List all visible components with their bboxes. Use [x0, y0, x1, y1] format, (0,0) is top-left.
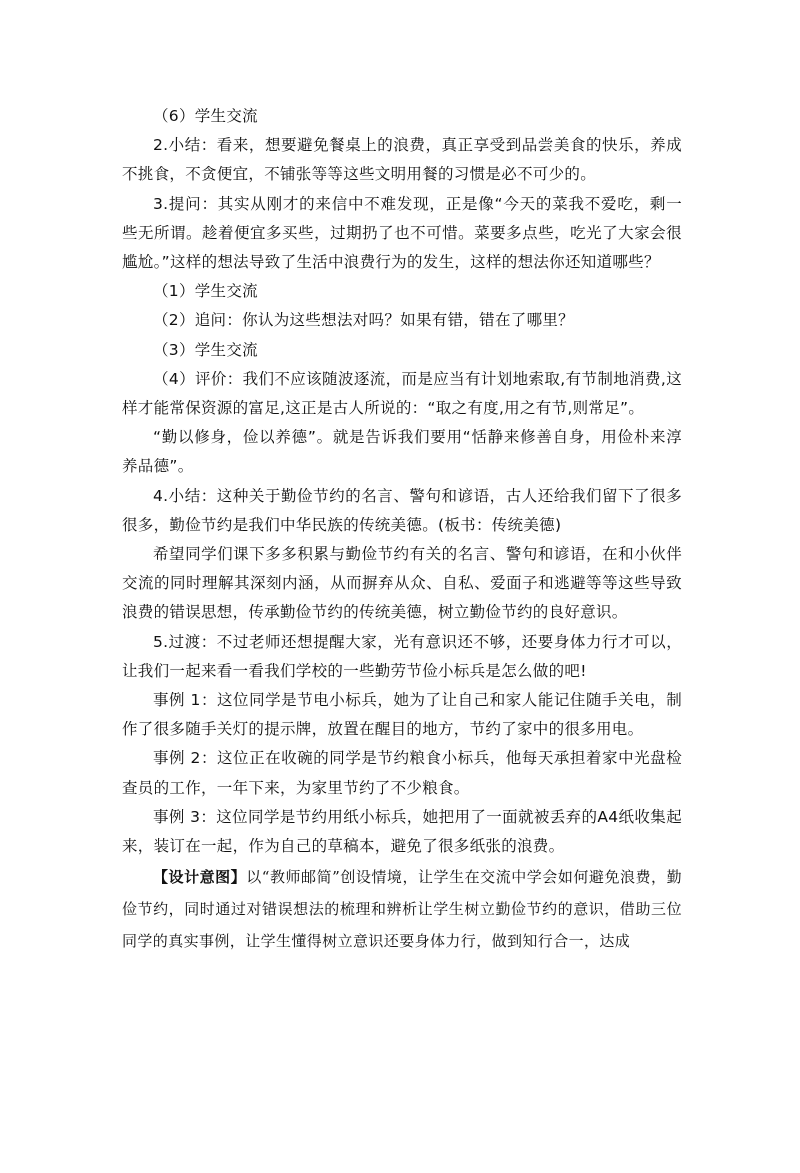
paragraph-evaluation: （4）评价：我们不应该随波逐流，而是应当有计划地索取,有节制地消费,这样才能常保资源的富足,这正是古人所说的：“取之有度,用之有节,则常足”。 [122, 369, 682, 418]
paragraph-student-exchange-6: （6）学生交流 [153, 107, 258, 125]
paragraph-example-3: 事例 3：这位同学是节约用纸小标兵，她把用了一面就被丢弃的A4纸收集起来，装订在一起，作为自己的草稿本，避免了很多纸张的浪费。 [122, 807, 682, 856]
paragraph-proverb: “勤以修身，俭以养德”。就是告诉我们要用“恬静来修善自身，用俭朴来淳养品德”。 [122, 428, 682, 476]
design-intent-tag: 【设计意图】 [153, 868, 247, 887]
paragraph-hope: 希望同学们课下多多积累与勤俭节约有关的名言、警句和谚语，在和小伙伴交流的同时理解其深刻内涵，从而摒弃从众、自私、爱面子和逃避等等这些导致浪费的错误思想，传承勤俭节约的传统美德，树立勤俭节约的良好意识。 [122, 545, 682, 622]
paragraph-transition-5: 5.过渡：不过老师还想提醒大家，光有意识还不够，还要身体力行才可以，让我们一起来看一看我们学校的一些勤劳节俭小标兵是怎么做的吧! [122, 632, 682, 680]
design-intent-paragraph [122, 861, 682, 957]
paragraph-follow-up-question: （2）追问：你认为这些想法对吗？如果有错，错在了哪里？ [153, 311, 574, 330]
paragraph-summary-2: 2.小结：看来，想要避免餐桌上的浪费，真正享受到品尝美食的快乐，养成不挑食，不贪便宜，不铺张等等这些文明用餐的习惯是必不可少的。 [122, 136, 682, 184]
paragraph-question-3: 3.提问：其实从刚才的来信中不难发现，正是像“今天的菜我不爱吃，剩一些无所谓。趁着便宜多买些，过期扔了也不可惜。菜要多点些，吃光了大家会很尴尬。”这样的想法导致了生活中浪费行为的发生，这样的想法你还知道哪些？ [122, 194, 682, 272]
paragraph-student-exchange-3: （3）学生交流 [153, 340, 258, 359]
paragraph-example-2: 事例 2：这位正在收碗的同学是节约粮食小标兵，他每天承担着家中光盘检查员的工作，一年下来，为家里节约了不少粮食。 [122, 749, 682, 797]
paragraph-summary-4: 4.小结：这种关于勤俭节约的名言、警句和谚语，古人还给我们留下了很多很多，勤俭节约是我们中华民族的传统美德。(板书：传统美德) [122, 486, 682, 534]
design-intent-text: 以“教师邮简”创设情境，让学生在交流中学会如何避免浪费，勤俭节约，同时通过对错误想法的梳理和辨析让学生树立勤俭节约的意识，借助三位同学的真实事例，让学生懂得树立意识还要身体力行，做到知行合一，达成 [122, 868, 682, 951]
paragraph-example-1: 事例 1：这位同学是节电小标兵，她为了让自己和家人能记住随手关电，制作了很多随手关灯的提示牌，放置在醒目的地方，节约了家中的很多用电。 [122, 691, 682, 739]
paragraph-student-exchange-1: （1）学生交流 [153, 282, 258, 301]
document-body [122, 102, 682, 957]
